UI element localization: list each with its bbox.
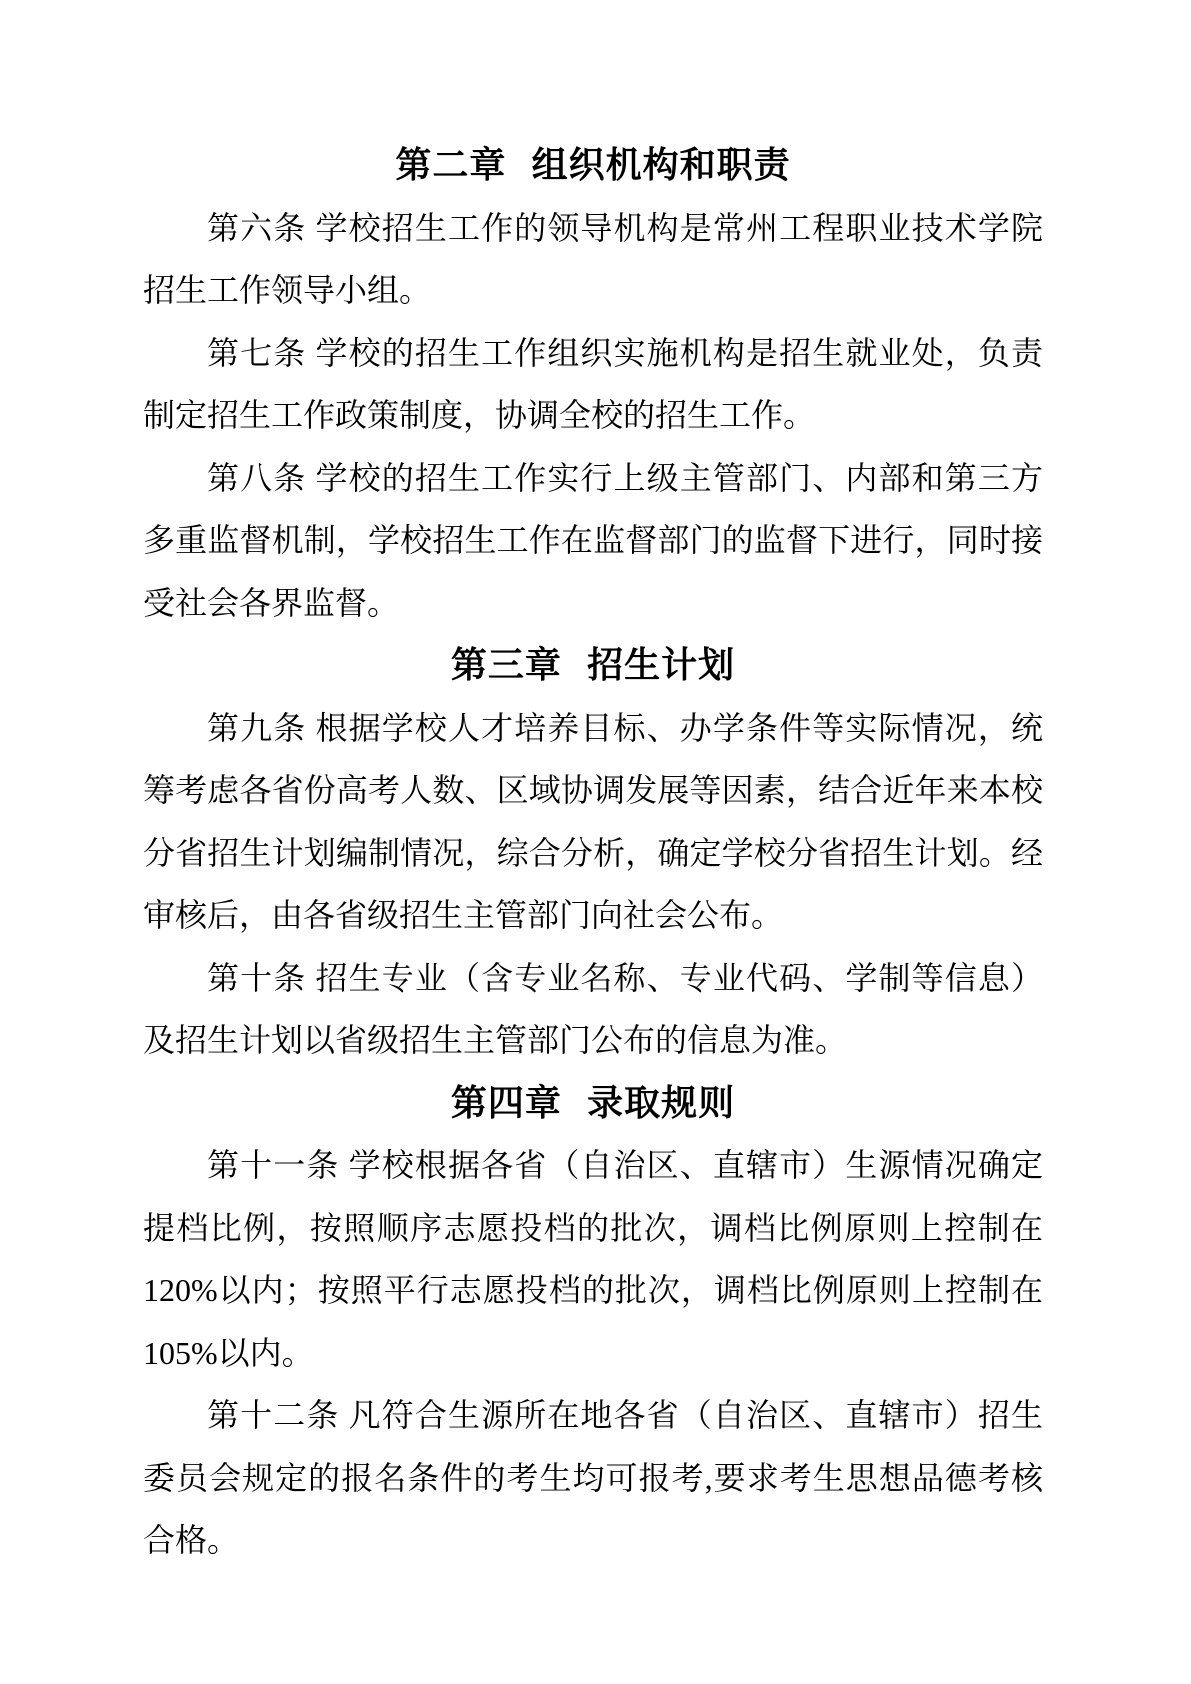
- article-11-paragraph: 第十一条 学校根据各省（自治区、直辖市）生源情况确定提档比例，按照顺序志愿投档的批次，调档比例原则上控制在120%以内；按照平行志愿投档的批次，调档比例原则上控制在105%以内。: [143, 1147, 1043, 1371]
- chapter-4-title: 录取规则: [587, 1081, 736, 1123]
- article-9-paragraph: 第九条 根据学校人才培养目标、办学条件等实际情况，统筹考虑各省份高考人数、区域协调发展等因素，结合近年来本校分省招生计划编制情况，综合分析，确定学校分省招生计划。经审核后，由各省级招生主管部门向社会公布。: [143, 709, 1043, 933]
- article-8-paragraph: 第八条 学校的招生工作实行上级主管部门、内部和第三方多重监督机制，学校招生工作在监督部门的监督下进行，同时接受社会各界监督。: [143, 459, 1043, 621]
- article-10-paragraph: 第十条 招生专业（含专业名称、专业代码、学制等信息）及招生计划以省级招生主管部门公布的信息为准。: [143, 959, 1043, 1058]
- chapter-4-heading: [143, 1072, 1043, 1135]
- chapter-3-number: 第三章: [450, 644, 562, 685]
- article-6-paragraph: 第六条 学校招生工作的领导机构是常州工程职业技术学院招生工作领导小组。: [143, 209, 1043, 308]
- chapter-4-number: 第四章: [450, 1081, 562, 1123]
- article-7-paragraph: 第七条 学校的招生工作组织实施机构是招生就业处，负责制定招生工作政策制度，协调全校的招生工作。: [143, 334, 1043, 433]
- article-12-paragraph: 第十二条 凡符合生源所在地各省（自治区、直辖市）招生委员会规定的报名条件的考生均可报考,要求考生思想品德考核合格。: [143, 1397, 1043, 1558]
- chapter-2-number: 第二章: [395, 144, 507, 185]
- chapter-3-title: 招生计划: [587, 644, 736, 685]
- chapter-2-title: 组织机构和职责: [531, 144, 791, 185]
- chapter-2-heading: [143, 134, 1043, 197]
- chapter-3-heading: [143, 634, 1043, 697]
